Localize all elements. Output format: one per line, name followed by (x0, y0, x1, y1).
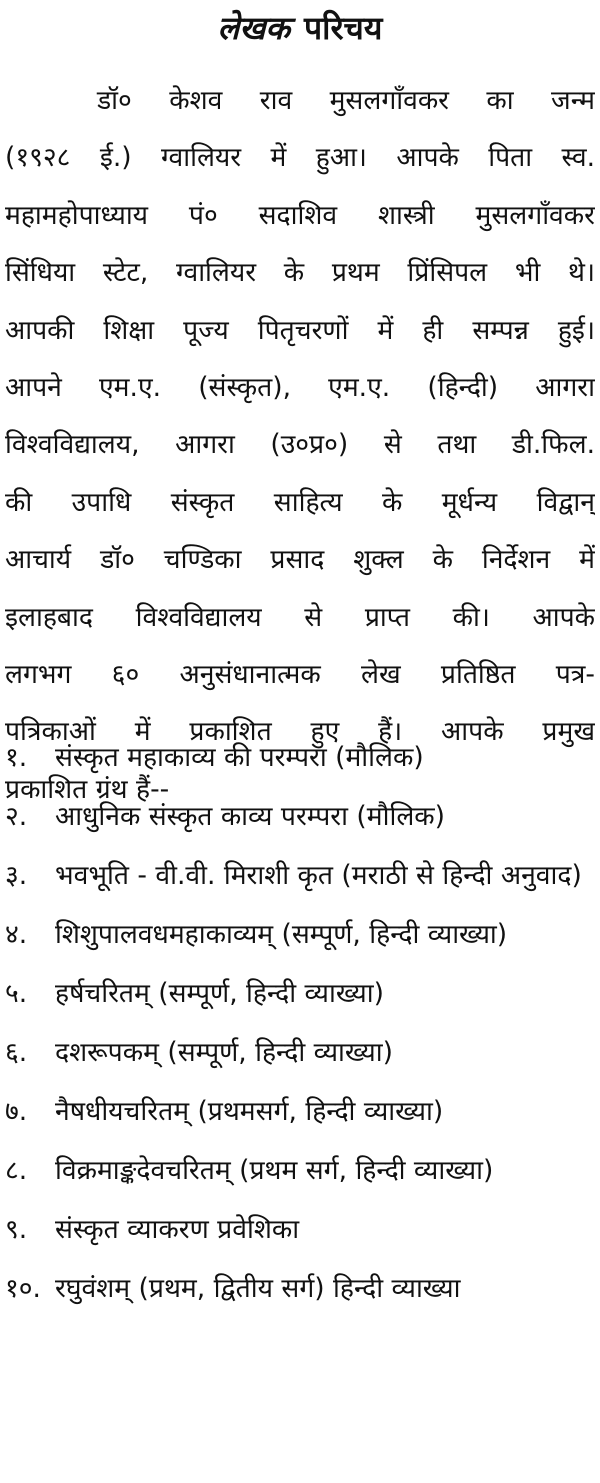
list-item (5, 964, 595, 1023)
list-item (5, 846, 595, 905)
list-item-text: संस्कृत महाकाव्य की परम्परा (मौलिक) (55, 742, 424, 773)
list-item-text: नैषधीयचरितम् (प्रथमसर्ग, हिन्दी व्याख्या) (55, 1096, 444, 1127)
list-item-number: १०. (5, 1273, 41, 1304)
list-item-number: ६. (5, 1037, 28, 1068)
works-list (5, 728, 595, 1318)
title-word-parichay: परिचय (304, 9, 383, 47)
bio-line: आपकी शिक्षा पूज्य पितृचरणों में ही सम्पन्न हुई। (5, 314, 595, 346)
list-item-text: विक्रमाङ्कदेवचरितम् (प्रथम सर्ग, हिन्दी व्याख्या) (55, 1155, 494, 1186)
list-item-number: ७. (5, 1096, 28, 1127)
bio-line: पत्रिकाओं में प्रकाशित हुए हैं। आपके प्रमुख (5, 716, 595, 748)
bio-line: सिंधिया स्टेट, ग्वालियर के प्रथम प्रिंसिपल भी थे। (5, 257, 595, 289)
list-item (5, 1141, 595, 1200)
list-item-number: ४. (5, 919, 28, 950)
list-item (5, 905, 595, 964)
list-item (5, 1200, 595, 1259)
bio-line: की उपाधि संस्कृत साहित्य के मूर्धन्य विद्वान् (5, 486, 595, 518)
list-item (5, 787, 595, 846)
list-item (5, 1259, 595, 1318)
bio-line: आपने एम.ए. (संस्कृत), एम.ए. (हिन्दी) आगरा (5, 371, 595, 403)
list-item (5, 728, 595, 787)
list-item (5, 1023, 595, 1082)
bio-line: आचार्य डॉ० चण्डिका प्रसाद शुक्ल के निर्देशन में (5, 544, 595, 576)
list-item-number: ५. (5, 978, 28, 1009)
list-item-text: दशरूपकम् (सम्पूर्ण, हिन्दी व्याख्या) (55, 1037, 393, 1068)
bio-line: लगभग ६० अनुसंधानात्मक लेख प्रतिष्ठित पत्र- (5, 658, 595, 690)
list-item-text: आधुनिक संस्कृत काव्य परम्परा (मौलिक) (55, 801, 445, 832)
bio-line: इलाहबाद विश्वविद्यालय से प्राप्त की। आपके (5, 601, 595, 633)
list-item-number: ९. (5, 1214, 28, 1245)
page-title (0, 6, 600, 50)
list-item-text: संस्कृत व्याकरण प्रवेशिका (55, 1214, 300, 1245)
list-item-number: १. (5, 742, 28, 773)
bio-line: (१९२८ ई.) ग्वालियर में हुआ। आपके पिता स्व. (5, 142, 595, 174)
list-item-text: भवभूति - वी.वी. मिराशी कृत (मराठी से हिन्दी अनुवाद) (55, 860, 582, 891)
list-item-number: २. (5, 801, 28, 832)
author-bio-paragraph (5, 72, 595, 818)
list-item-text: शिशुपालवधमहाकाव्यम् (सम्पूर्ण, हिन्दी व्याख्या) (55, 919, 508, 950)
bio-line: विश्वविद्यालय, आगरा (उ०प्र०) से तथा डी.फिल. (5, 429, 595, 461)
list-item-text: रघुवंशम् (प्रथम, द्वितीय सर्ग) हिन्दी व्याख्या (55, 1273, 461, 1304)
list-item-text: हर्षचरितम् (सम्पूर्ण, हिन्दी व्याख्या) (55, 978, 384, 1009)
list-item-number: ८. (5, 1155, 28, 1186)
bio-line: महामहोपाध्याय पं० सदाशिव शास्त्री मुसलगाँवकर (5, 199, 595, 231)
bio-line: डॉ० केशव राव मुसलगाँवकर का जन्म (97, 85, 595, 116)
list-item (5, 1082, 595, 1141)
title-word-lekhak: लेखक (217, 9, 290, 47)
list-item-number: ३. (5, 860, 28, 891)
bio-line: प्रकाशित ग्रंथ हैं-- (5, 773, 170, 805)
